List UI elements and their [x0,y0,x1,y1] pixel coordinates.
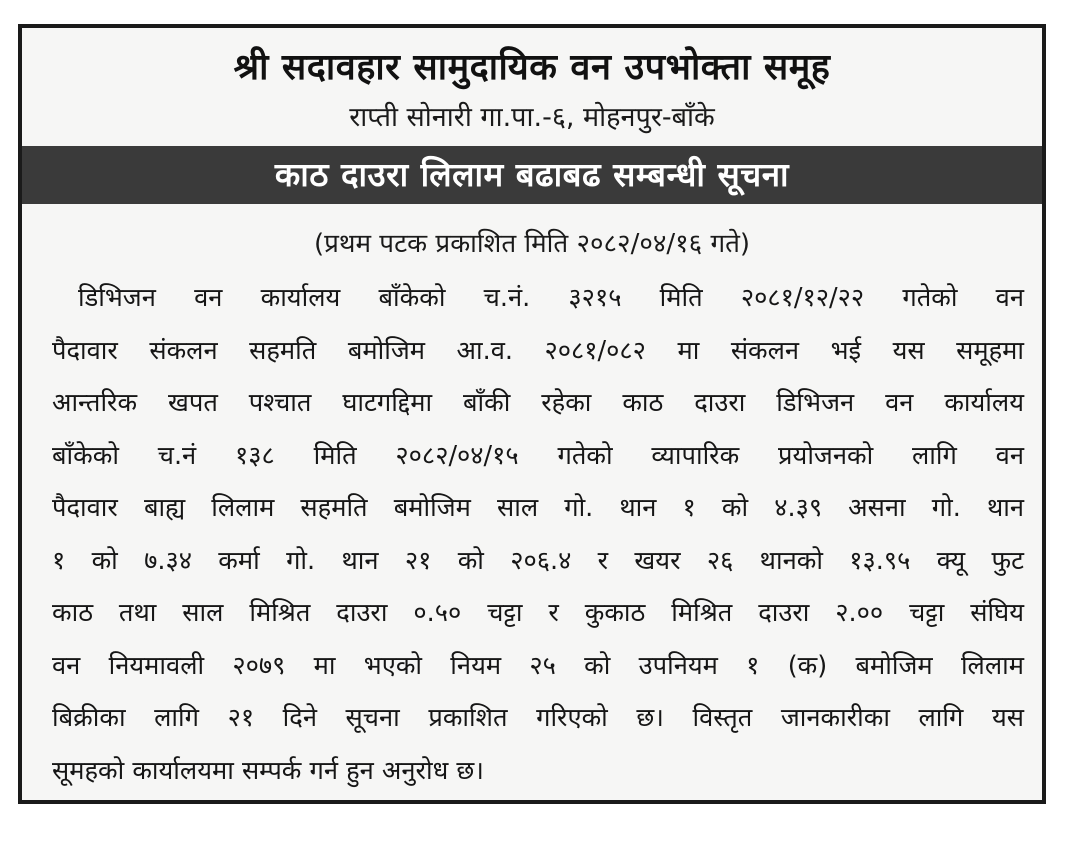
organization-address: राप्ती सोनारी गा.पा.-६, मोहनपुर-बाँके [349,102,715,133]
body-line: पैदावार बाह्य लिलाम सहमति बमोजिम साल गो. थान १ को ४.३९ असना गो. थान [52,493,1024,523]
notice-body [52,272,1024,797]
notice-title-band [22,146,1042,204]
body-line: काठ तथा साल मिश्रित दाउरा ०.५० चट्टा र कुकाठ मिश्रित दाउरा २.०० चट्टा संघिय [52,598,1024,628]
body-line: पैदावार संकलन सहमति बमोजिम आ.व. २०८१/०८२ मा संकलन भई यस समूहमा [52,335,1024,366]
organization-name: श्री सदावहार सामुदायिक वन उपभोक्ता समूह [233,47,831,88]
notice-frame [18,24,1046,804]
body-line: डिभिजन वन कार्यालय बाँकेको च.नं. ३२१५ मिति २०८१/१२/२२ गतेको वन [78,283,1024,313]
body-line: १ को ७.३४ कर्मा गो. थान २१ को २०६.४ र खयर २६ थानको १३.९५ क्यू फुट [52,545,1024,576]
body-line: आन्तरिक खपत पश्चात घाटगद्दिमा बाँकी रहेका काठ दाउरा डिभिजन वन कार्यालय [52,388,1024,418]
publication-date: (प्रथम पटक प्रकाशित मिति २०८२/०४/१६ गते) [313,229,751,259]
body-line: बाँकेको च.नं १३८ मिति २०८२/०४/१५ गतेको व्यापारिक प्रयोजनको लागि वन [52,440,1024,471]
body-line: बिक्रीका लागि २१ दिने सूचना प्रकाशित गरिएको छ। विस्तृत जानकारीका लागि यस [52,703,1024,733]
body-line: सूमहको कार्यालयमा सम्पर्क गर्न हुन अनुरोध छ। [52,755,484,786]
notice-title: काठ दाउरा लिलाम बढाबढ सम्बन्धी सूचना [274,155,790,194]
body-line: वन नियमावली २०७९ मा भएको नियम २५ को उपनियम १ (क) बमोजिम लिलाम [52,650,1024,681]
